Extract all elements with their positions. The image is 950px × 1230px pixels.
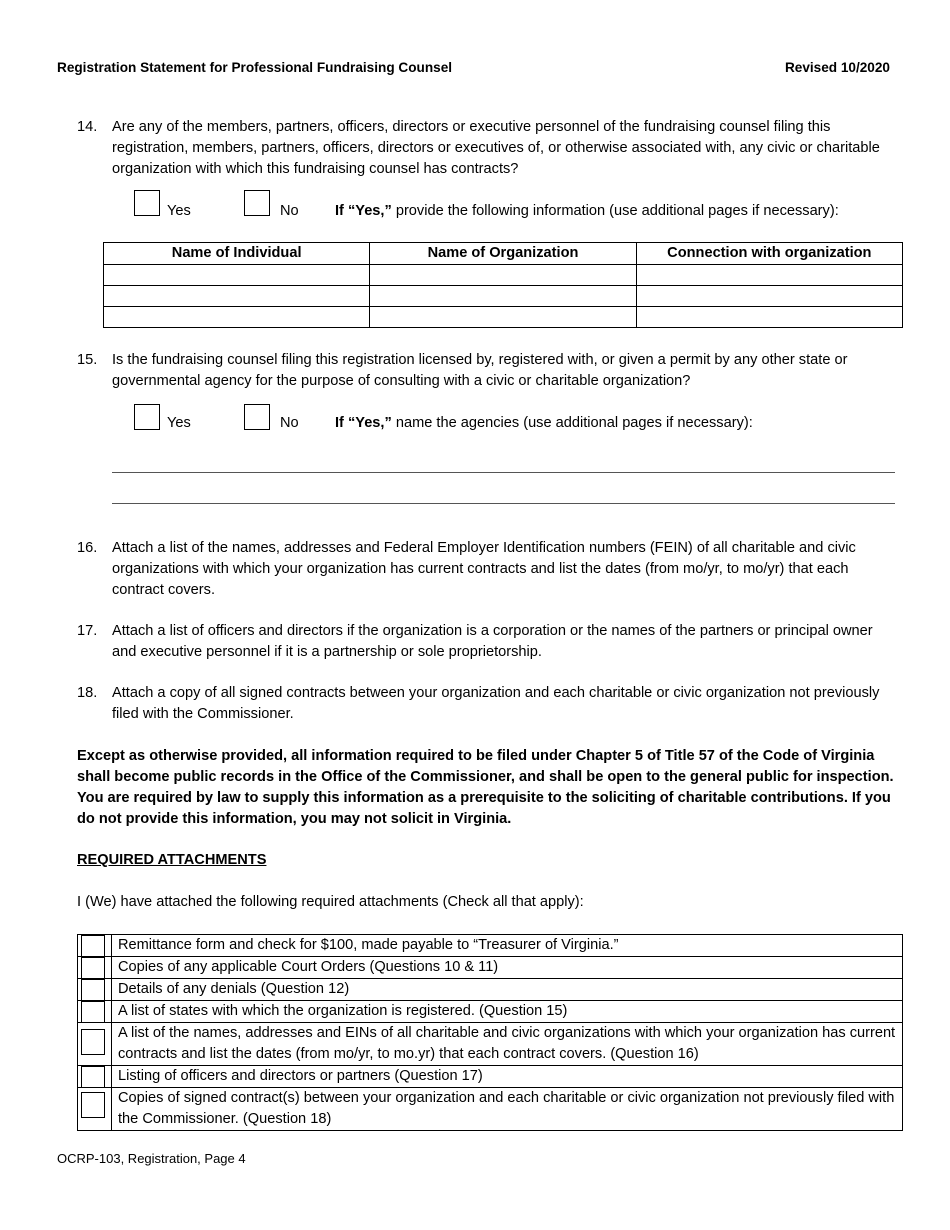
checklist-row [78, 935, 903, 957]
question-16 [77, 538, 897, 601]
attachments-heading: REQUIRED ATTACHMENTS [77, 852, 267, 868]
checklist-row [78, 1066, 903, 1088]
page-footer: OCRP-103, Registration, Page 4 [57, 1151, 246, 1166]
table-row [104, 307, 903, 328]
question-text: Attach a copy of all signed contracts between your organization and each charitable or civic organization not previously filed with the Commissioner. [112, 685, 880, 722]
checklist-row [78, 1088, 903, 1131]
attachment-checkbox[interactable] [81, 935, 105, 957]
attachment-checkbox[interactable] [81, 1092, 105, 1118]
q14-yes-checkbox[interactable] [134, 190, 160, 216]
checklist-row [78, 957, 903, 979]
checklist-item-label: Details of any denials (Question 12) [112, 979, 903, 1001]
checklist-item-label: Copies of signed contract(s) between your organization and each charitable or civic organization not previously filed with the Commissioner. (Question 18) [112, 1088, 903, 1131]
question-number: 17. [77, 623, 98, 639]
table-cell-input[interactable] [104, 265, 370, 286]
attachments-intro: I (We) have attached the following required attachments (Check all that apply): [77, 894, 584, 910]
checklist-item-label: Remittance form and check for $100, made payable to “Treasurer of Virginia.” [112, 935, 903, 957]
table-cell-input[interactable] [370, 286, 636, 307]
question-text: Is the fundraising counsel filing this registration licensed by, registered with, or given a permit by any other state or governmental agency for the purpose of consulting with a civic or charitable organization? [112, 352, 848, 389]
column-header: Name of Individual [104, 243, 370, 265]
question-14 [77, 117, 897, 180]
question-18 [77, 683, 897, 725]
q15-instruction [335, 413, 753, 434]
table-cell-input[interactable] [370, 307, 636, 328]
if-yes-label: If “Yes,” [335, 203, 392, 219]
public-records-notice: Except as otherwise provided, all information required to be filed under Chapter 5 of Title 57 of the Code of Virginia shall become public records in the Office of the Commissioner, and shall be open to the general public for inspection. You are required by law to supply this information as a prerequisite to the soliciting of charitable contributions. If you do not provide this information, you may not solicit in Virginia. [77, 748, 894, 827]
q14-no-checkbox[interactable] [244, 190, 270, 216]
question-number: 14. [77, 119, 98, 135]
question-number: 15. [77, 352, 98, 368]
question-text: Are any of the members, partners, officers, directors or executive personnel of the fundraising counsel filing this registration, members, partners, officers, directors or executives of, or otherwise associated with, any civic or charitable organization with which this fundraising counsel has contracts? [112, 119, 880, 177]
page-title: Registration Statement for Professional Fundraising Counsel [57, 60, 453, 75]
attachment-checkbox[interactable] [81, 1001, 105, 1023]
attachment-checkbox[interactable] [81, 1029, 105, 1055]
checklist-row [78, 1001, 903, 1023]
q14-yes-label: Yes [167, 203, 191, 219]
column-header: Name of Organization [370, 243, 636, 265]
question-number: 16. [77, 540, 98, 556]
question-text: Attach a list of the names, addresses and Federal Employer Identification numbers (FEIN) of all charitable and civic organizations with which your organization has current contracts and list the dates (from mo/yr, to mo/yr) that each contract covers. [112, 540, 856, 598]
attachment-checkbox[interactable] [81, 1066, 105, 1088]
table-header-row [104, 243, 903, 265]
table-cell-input[interactable] [636, 265, 902, 286]
table-cell-input[interactable] [636, 307, 902, 328]
if-yes-instruction: provide the following information (use additional pages if necessary): [391, 203, 839, 219]
table-cell-input[interactable] [636, 286, 902, 307]
checklist-item-label: A list of states with which the organization is registered. (Question 15) [112, 1001, 903, 1023]
checkbox-cell [78, 1088, 112, 1131]
q14-instruction [335, 201, 839, 222]
checkbox-cell [78, 1001, 112, 1023]
checkbox-cell [78, 979, 112, 1001]
agency-answer-line[interactable] [112, 503, 895, 504]
attachments-checklist [77, 934, 903, 1131]
attachment-checkbox[interactable] [81, 957, 105, 979]
question-text: Attach a list of officers and directors if the organization is a corporation or the names of the partners or principal owner and executive personnel if it is a partnership or sole proprietorship. [112, 623, 873, 660]
column-header: Connection with organization [636, 243, 902, 265]
question-15 [77, 350, 897, 392]
question-number: 18. [77, 685, 98, 701]
checklist-item-label: Copies of any applicable Court Orders (Questions 10 & 11) [112, 957, 903, 979]
q15-no-label: No [280, 415, 299, 431]
table-row [104, 286, 903, 307]
if-yes-instruction: name the agencies (use additional pages if necessary): [391, 415, 753, 431]
q15-yes-label: Yes [167, 415, 191, 431]
question-17 [77, 621, 897, 663]
revision-date: Revised 10/2020 [784, 60, 890, 75]
if-yes-label: If “Yes,” [335, 415, 392, 431]
checklist-row [78, 979, 903, 1001]
checkbox-cell [78, 957, 112, 979]
checkbox-cell [78, 1023, 112, 1066]
checkbox-cell [78, 1066, 112, 1088]
table-cell-input[interactable] [104, 286, 370, 307]
associations-table [103, 242, 903, 328]
agency-answer-line[interactable] [112, 472, 895, 473]
table-cell-input[interactable] [370, 265, 636, 286]
q15-no-checkbox[interactable] [244, 404, 270, 430]
table-row [104, 265, 903, 286]
checklist-row [78, 1023, 903, 1066]
checkbox-cell [78, 935, 112, 957]
checklist-item-label: A list of the names, addresses and EINs of all charitable and civic organizations with which your organization has current contracts and list the dates (from mo/yr, to mo.yr) that each contract covers. (Question 16) [112, 1023, 903, 1066]
q14-no-label: No [280, 203, 299, 219]
attachment-checkbox[interactable] [81, 979, 105, 1001]
table-cell-input[interactable] [104, 307, 370, 328]
checklist-item-label: Listing of officers and directors or partners (Question 17) [112, 1066, 903, 1088]
q15-yes-checkbox[interactable] [134, 404, 160, 430]
